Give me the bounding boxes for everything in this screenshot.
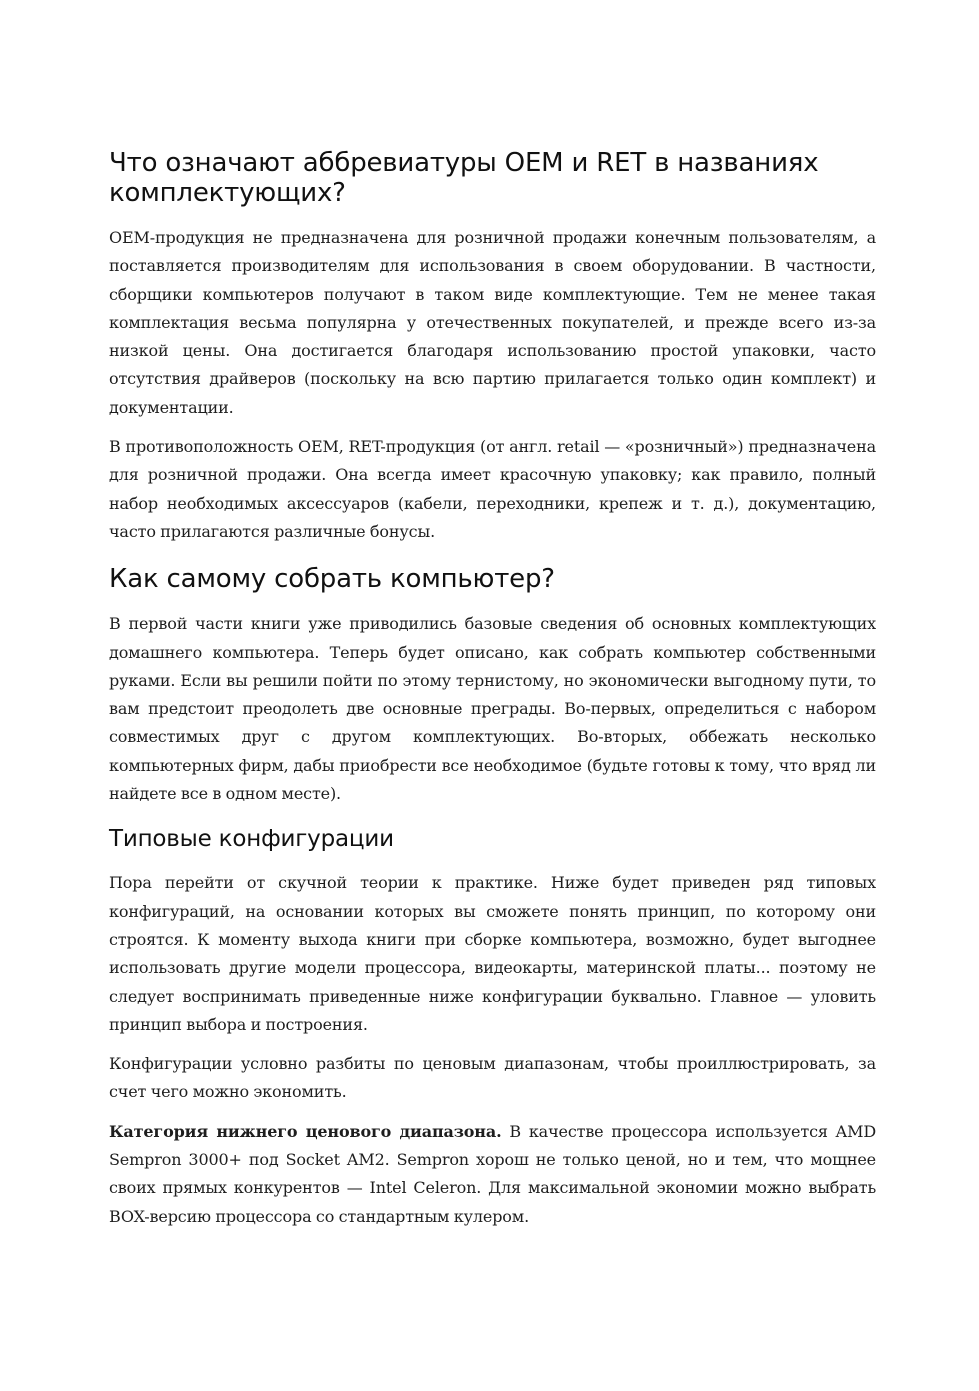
paragraph-oem: OEM-продукция не предназначена для розничной продажи конечным пользователям, а поставляется производителям для использования в своем оборудовании. В частности, сборщики компьютеров получают в таком виде комплектующие. Тем не менее такая комплектация весьма популярна у отечественных покупателей, и прежде всего из-за низкой цены. Она достигается благодаря использованию простой упаковки, часто отсутствия драйверов (поскольку на всю партию прилагается только один комплект) и документации.: [109, 228, 876, 417]
section-heading-oem-ret: Что означают аббревиатуры OEM и RET в названиях комплектующих?: [109, 148, 819, 208]
subsection-heading-typical-configs: Типовые конфигурации: [109, 826, 394, 853]
category-body-text: В качестве процессора используется AMD Sempron 3000+ под Socket AM2. Sempron хорош не только ценой, но и тем, что мощнее своих прямых конкурентов — Intel Celeron. Для максимальной экономии можно выбрать BOX-версию процессора со стандартным кулером.: [109, 1121, 876, 1226]
section-heading-assembly: Как самому собрать компьютер?: [109, 564, 555, 595]
document-page: [109, 148, 876, 1231]
paragraph-ret: В противоположность OEM, RET-продукция (от англ. retail — «розничный») предназначена для розничной продажи. Она всегда имеет красочную упаковку; как правило, полный набор необходимых аксессуаров (кабели, переходники, крепеж и т. д.), документацию, часто прилагаются различные бонусы.: [109, 437, 876, 541]
paragraph-configs-intro: Пора перейти от скучной теории к практике. Ниже будет приведен ряд типовых конфигураций, на основании которых вы сможете понять принцип, по которому они строятся. К моменту выхода книги при сборке компьютера, возможно, будет выгоднее использовать другие модели процессора, видеокарты, материнской платы... поэтому не следует воспринимать приведенные ниже конфигурации буквально. Главное — уловить принцип выбора и построения.: [109, 873, 876, 1034]
category-run-in-heading: Категория нижнего ценового диапазона.: [109, 1121, 502, 1141]
paragraph-price-ranges: Конфигурации условно разбиты по ценовым диапазонам, чтобы проиллюстрировать, за счет чего можно экономить.: [109, 1054, 876, 1102]
paragraph-low-price-category: [109, 1118, 876, 1231]
paragraph-assembly-intro: В первой части книги уже приводились базовые сведения об основных комплектующих домашнего компьютера. Теперь будет описано, как собрать компьютер собственными руками. Если вы решили пойти по этому тернистому, но экономически выгодному пути, то вам предстоит преодолеть две основные преграды. Во-первых, определиться с набором совместимых друг с другом комплектующих. Во-вторых, оббежать несколько компьютерных фирм, дабы приобрести все необходимое (будьте готовы к тому, что вряд ли найдете все в одном месте).: [109, 614, 876, 804]
